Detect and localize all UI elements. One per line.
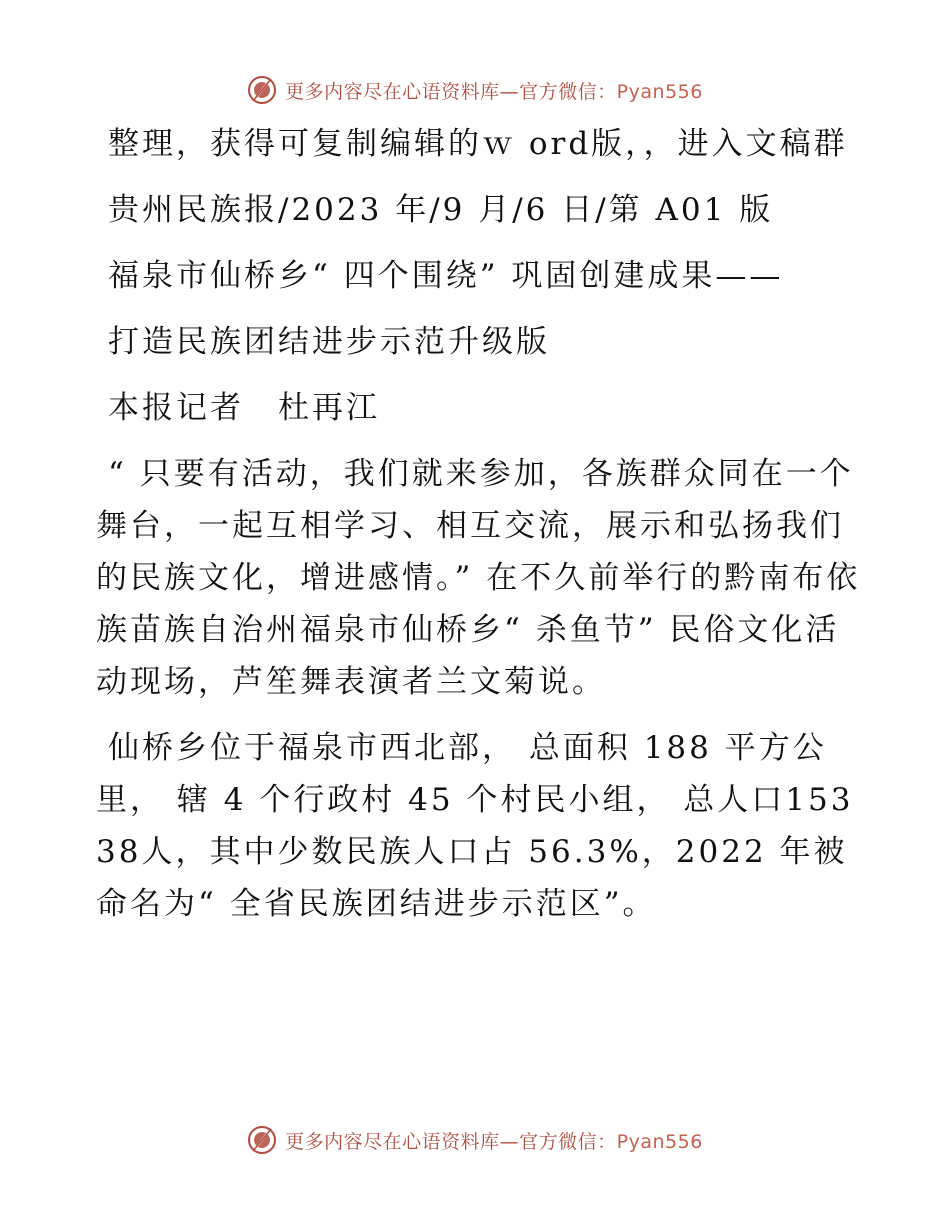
document-body	[96, 118, 866, 944]
body-paragraph-1: “ 只要有活动，我们就来参加，各族群众同在一个舞台，一起互相学习、相互交流，展示和弘扬我们的民族文化，增进感情。” 在不久前举行的黔南布依族苗族自治州福泉市仙桥乡“ 杀鱼节” 民俗文化活动现场，芦笙舞表演者兰文菊说。	[96, 456, 861, 700]
watermark-text	[285, 1127, 703, 1154]
source-line: 贵州民族报/2023 年/9 月/6 日/第 A01 版	[108, 192, 774, 228]
quill-seal-icon	[247, 75, 277, 105]
headline-line-1: 福泉市仙桥乡“ 四个围绕” 巩固创建成果——	[108, 258, 784, 294]
quill-seal-icon	[247, 1125, 277, 1155]
body-paragraph-2: 仙桥乡位于福泉市西北部， 总面积 188 平方公里， 辖 4 个行政村 45 个村民小组， 总人口15338人，其中少数民族人口占 56.3%，2022 年被命名为“ 全省民族团结进步示范区”。	[96, 730, 854, 922]
footer-watermark	[0, 1120, 950, 1160]
byline: 本报记者 杜再江	[108, 390, 380, 426]
watermark-text	[285, 77, 703, 104]
watermark-label: 更多内容尽在心语资料库—官方微信：	[285, 1130, 617, 1153]
header-watermark	[0, 70, 950, 110]
headline-line-2: 打造民族团结进步示范升级版	[108, 324, 550, 360]
watermark-label: 更多内容尽在心语资料库—官方微信：	[285, 80, 617, 103]
intro-paragraph: 整理，获得可复制编辑的ｗ ord版，，进入文稿群	[108, 126, 848, 162]
watermark-wechat-id: Pyan556	[616, 80, 703, 103]
watermark-wechat-id: Pyan556	[616, 1130, 703, 1153]
